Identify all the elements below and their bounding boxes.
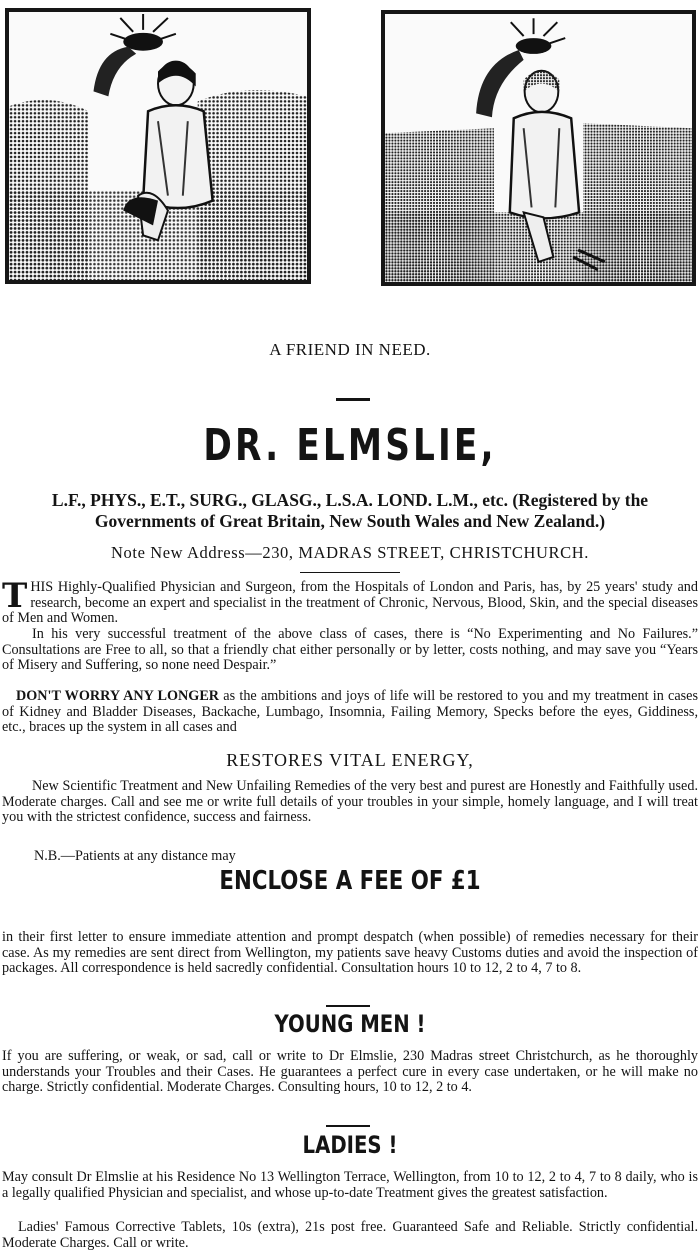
worry-text: as the ambitions and joys of life will be restored to you and my treatment in cases of Kidney and Bladder Diseases, Backache, Lumbago, Insomnia, Failing Memory, Specks before the eyes, Giddiness, etc., braces up the system in all cases and [2,688,698,736]
worry-paragraph [2,689,698,736]
nb-line: N.B.—Patients at any distance may [34,848,236,864]
woodcut-illustration-right [381,10,696,286]
success-paragraph: In his very successful treatment of the above class of cases, there is “No Experimenting and No Failures.” Consultations are Free to all, so that a friendly chat either personally or by letter, costs nothing, and may save you “Years of Misery and Suffering, so none need Despair.” [2,626,698,674]
fee-paragraph: in their first letter to ensure immediate attention and prompt despatch (when possible) of remedies necessary for their case. As my remedies are sent direct from Wellington, my patients save heavy Customs duties and avoid the inspection of packages. All correspondence is held sacredly confidential. Consultation hours 10 to 12, 2 to 4, 7 to 8. [2,929,698,977]
divider-rule [326,1125,370,1127]
scientific-paragraph: New Scientific Treatment and New Unfailing Remedies of the very best and purest are Honestly and Faithfully used. Moderate charges. Call and see me or write full details of your troubles in your simple, homely language, and I will treat you with the strictest confidence, success and fairness. [2,778,698,826]
divider-rule [326,1005,370,1007]
woman-with-torch-image [9,12,307,280]
divider-rule [300,572,400,573]
fee-heading: ENCLOSE A FEE OF £1 [219,866,481,896]
tablets-paragraph: Ladies' Famous Corrective Tablets, 10s (extra), 21s post free. Guaranteed Safe and Reliable. Strictly confidential. Moderate Charges. Call or write. [2,1219,698,1251]
divider-rule [336,398,370,401]
tagline: A FRIEND IN NEED. [269,340,431,359]
woman-with-torch-image [385,14,692,282]
intro-text: HIS Highly-Qualified Physician and Surgeon, from the Hospitals of London and Paris, has, by 25 years' study and research, become an expert and specialist in the treatment of Chronic, Nervous, Blood, Skin, and the special diseases of Men and Women. [2,579,698,627]
worry-lead: DON'T WORRY ANY LONGER [16,688,220,704]
young-men-paragraph: If you are suffering, or weak, or sad, call or write to Dr Elmslie, 230 Madras street Christchurch, as he thoroughly understands your Troubles and their Cases. He guarantees a perfect cure in every case undertaken, or he will make no charge. Strictly confidential. Moderate Charges. Consulting hours, 10 to 12, 2 to 4. [2,1048,698,1096]
ladies-paragraph: May consult Dr Elmslie at his Residence No 13 Wellington Terrace, Wellington, from 10 to 12, 2 to 4, 7 to 8 daily, who is a legally qualified Physician and specialist, and whose up-to-date Treatment gives the greatest satisfaction. [2,1169,698,1201]
qualifications: L.F., PHYS., E.T., SURG., GLASG., L.S.A. LOND. L.M., etc. (Registered by the Governments of Great Britain, New South Wales and New Zealand.) [51,490,649,531]
drop-cap: T [2,576,28,616]
woodcut-illustration-left [5,8,311,284]
restores-heading: RESTORES VITAL ENERGY, [226,750,474,770]
young-men-heading: YOUNG MEN ! [274,1010,426,1038]
address: Note New Address—230, MADRAS STREET, CHRISTCHURCH. [111,543,589,562]
ladies-heading: LADIES ! [302,1131,398,1159]
doctor-name: DR. ELMSLIE, [203,420,497,471]
intro-paragraph [2,576,698,627]
